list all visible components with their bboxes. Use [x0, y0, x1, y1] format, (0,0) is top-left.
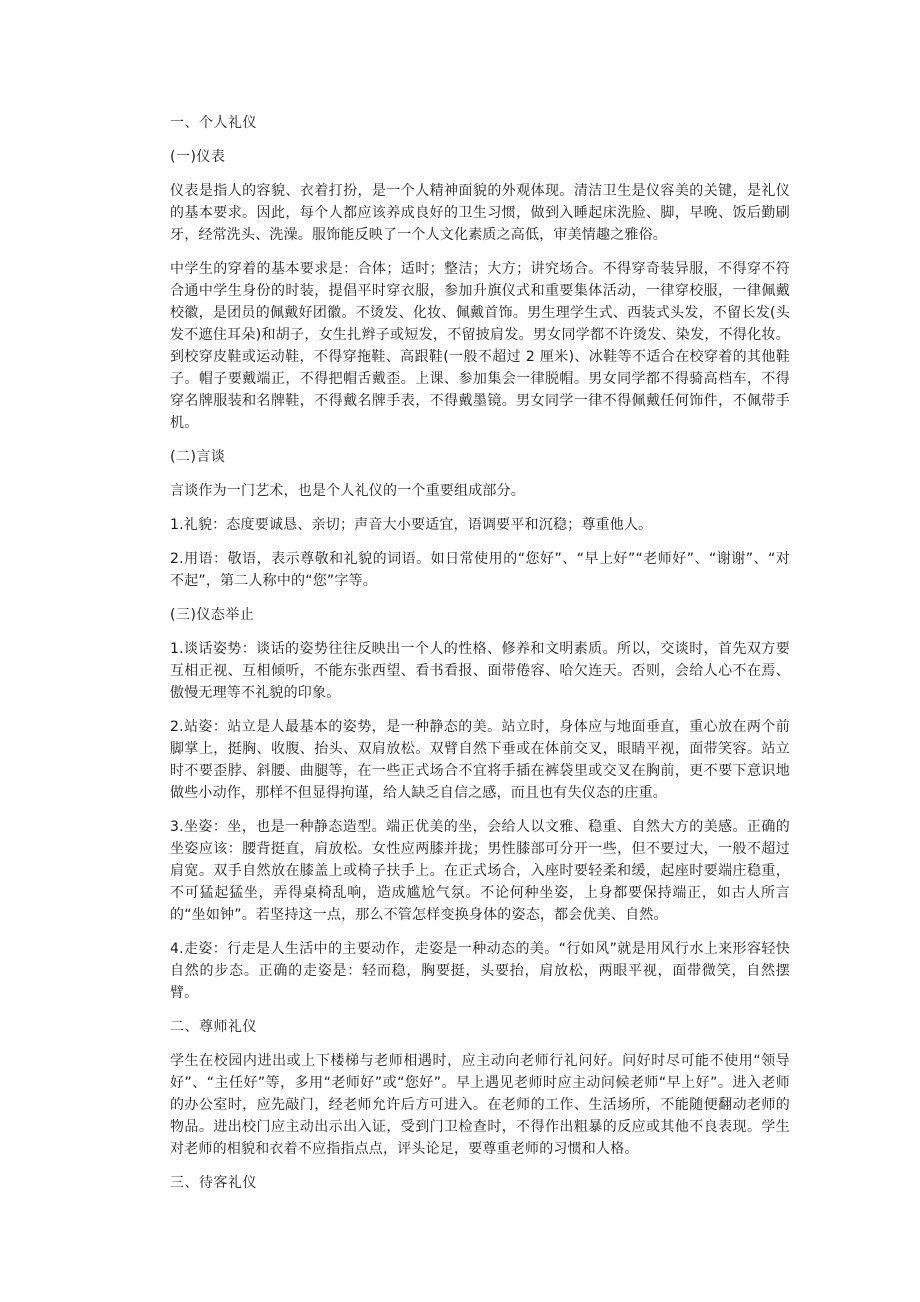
section-heading-personal-etiquette: 一、个人礼仪 [170, 115, 257, 131]
paragraph-speech-terms: 2.用语：敬语，表示尊敬和礼貌的词语。如日常使用的“您好”、“早上好”“老师好”、“谢谢”、“对不起”，第二人称中的“您”字等。 [170, 551, 790, 589]
paragraph-dress-requirements: 中学生的穿着的基本要求是：合体；适时；整洁；大方；讲究场合。不得穿奇装异服，不得穿不符合通中学生身份的时装，提倡平时穿衣服，参加升旗仪式和重要集体活动，一律穿校服，一律佩戴校徽，是团员的佩戴好团徽。不烫发、化妆、佩戴首饰。男生理学生式、西装式头发，不留长发(头发不遮住耳朵)和胡子，女生扎辫子或短发，不留披肩发。男女同学都不许烫发、染发，不得化妆。到校穿皮鞋或运动鞋，不得穿拖鞋、高跟鞋(一般不超过 2 厘米)、冰鞋等不适合在校穿着的其他鞋子。帽子要戴端正，不得把帽舌戴歪。上课、参加集会一律脱帽。男女同学都不得骑高档车，不得穿名牌服装和名牌鞋，不得戴名牌手表，不得戴墨镜。男女同学一律不得佩戴任何饰件，不佩带手机。 [170, 261, 790, 431]
subsection-heading-demeanor: (三)仪态举止 [170, 607, 255, 623]
subsection-heading-appearance: (一)仪表 [170, 149, 226, 165]
document-body [170, 112, 790, 1206]
paragraph-speech-intro: 言谈作为一门艺术，也是个人礼仪的一个重要组成部分。 [170, 483, 525, 499]
paragraph-standing-posture: 2.站姿：站立是人最基本的姿势，是一种静态的美。站立时，身体应与地面垂直，重心放在两个前脚掌上，挺胸、收腹、抬头、双肩放松。双臂自然下垂或在体前交叉，眼睛平视，面带笑容。站立时不要歪脖、斜腰、曲腿等，在一些正式场合不宜将手插在裤袋里或交叉在胸前，更不要下意识地做些小动作，那样不但显得拘谨，给人缺乏自信之感，而且也有失仪态的庄重。 [170, 719, 790, 801]
subsection-heading-speech: (二)言谈 [170, 449, 226, 465]
paragraph-talking-posture: 1.谈话姿势：谈话的姿势往往反映出一个人的性格、修养和文明素质。所以，交谈时，首先双方要互相正视、互相倾听，不能东张西望、看书看报、面带倦容、哈欠连天。否则，会给人心不在焉、傲慢无理等不礼貌的印象。 [170, 641, 790, 701]
paragraph-teacher-respect: 学生在校园内进出或上下楼梯与老师相遇时，应主动向老师行礼问好。问好时尽可能不使用“领导好”、“主任好”等，多用“老师好”或“您好”。早上遇见老师时应主动问候老师“早上好”。进入老师的办公室时，应先敲门，经老师允许后方可进入。在老师的工作、生活场所，不能随便翻动老师的物品。进出校门应主动出示出入证，受到门卫检查时，不得作出粗暴的反应或其他不良表现。学生对老师的相貌和衣着不应指指点点，评头论足，要尊重老师的习惯和人格。 [170, 1053, 790, 1157]
paragraph-appearance-intro: 仪表是指人的容貌、衣着打扮，是一个人精神面貌的外观体现。清洁卫生是仪容美的关键，是礼仪的基本要求。因此，每个人都应该养成良好的卫生习惯，做到入睡起床洗脸、脚，早晚、饭后勤刷牙，经常洗头、洗澡。服饰能反映了一个人文化素质之高低，审美情趣之雅俗。 [170, 183, 790, 243]
paragraph-speech-politeness: 1.礼貌：态度要诚恳、亲切；声音大小要适宜，语调要平和沉稳；尊重他人。 [170, 517, 653, 533]
paragraph-sitting-posture: 3.坐姿：坐，也是一种静态造型。端正优美的坐，会给人以文雅、稳重、自然大方的美感。正确的坐姿应该：腰背挺直，肩放松。女性应两膝并拢；男性膝部可分开一些，但不要过大，一般不超过肩宽。双手自然放在膝盖上或椅子扶手上。在正式场合，入座时要轻柔和缓，起座时要端庄稳重，不可猛起猛坐，弄得桌椅乱响，造成尴尬气氛。不论何种坐姿，上身都要保持端正，如古人所言的“坐如钟”。若坚持这一点，那么不管怎样变换身体的姿态，都会优美、自然。 [170, 819, 790, 923]
paragraph-walking-posture: 4.走姿：行走是人生活中的主要动作，走姿是一种动态的美。“行如风”就是用风行水上来形容轻快自然的步态。正确的走姿是：轻而稳，胸要挺，头要抬，肩放松，两眼平视，面带微笑，自然摆臂。 [170, 941, 790, 1001]
section-heading-teacher-respect: 二、尊师礼仪 [170, 1019, 257, 1035]
section-heading-guest-etiquette: 三、待客礼仪 [170, 1175, 257, 1191]
